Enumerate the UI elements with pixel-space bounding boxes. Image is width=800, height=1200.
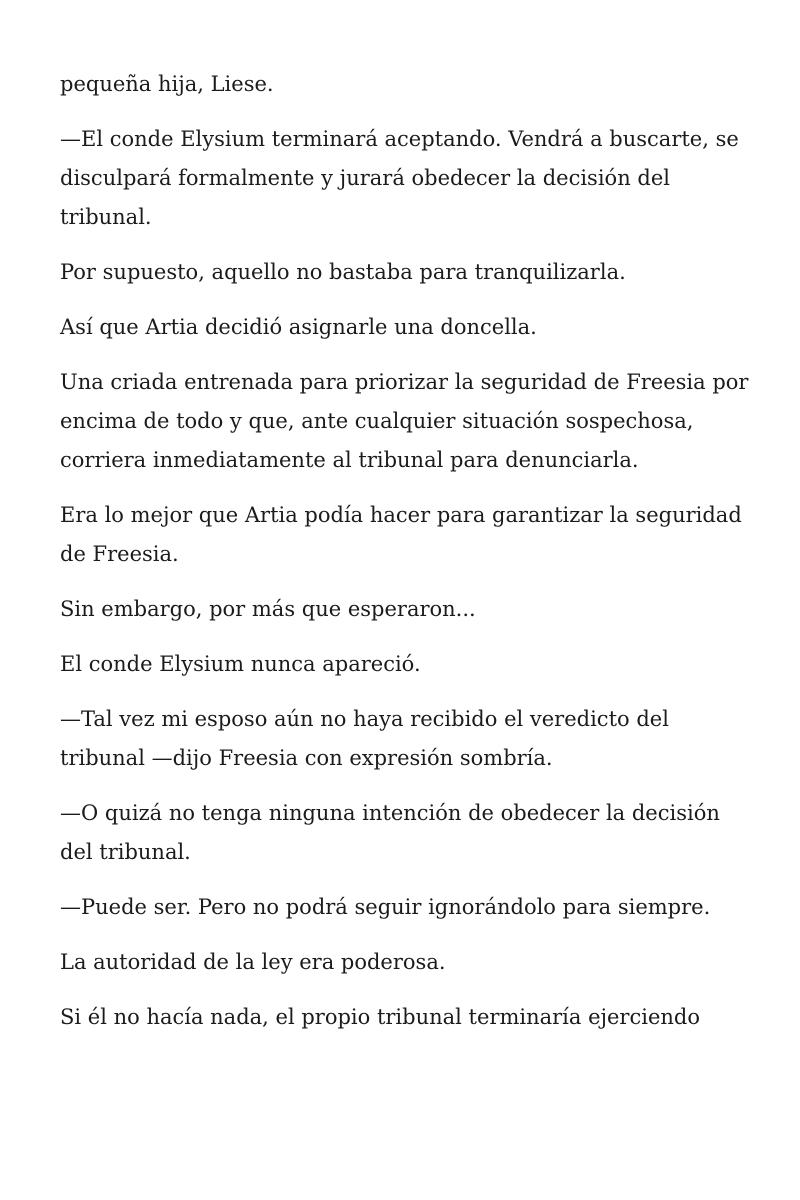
paragraph: —Puede ser. Pero no podrá seguir ignorándolo para siempre. <box>60 895 711 919</box>
paragraph: pequeña hija, Liese. <box>60 72 274 96</box>
paragraph: —Tal vez mi esposo aún no haya recibido el veredicto del tribunal —dijo Freesia con expresión sombría. <box>60 707 669 770</box>
paragraph: Así que Artia decidió asignarle una doncella. <box>60 315 537 339</box>
paragraph: Por supuesto, aquello no bastaba para tranquilizarla. <box>60 260 626 284</box>
paragraph: Una criada entrenada para priorizar la seguridad de Freesia por encima de todo y que, ante cualquier situación sospechosa, corriera inmediatamente al tribunal para denunciarla. <box>60 370 749 472</box>
paragraph: Si él no hacía nada, el propio tribunal terminaría ejerciendo <box>60 1005 700 1029</box>
paragraph: El conde Elysium nunca apareció. <box>60 652 421 676</box>
paragraph: —El conde Elysium terminará aceptando. Vendrá a buscarte, se disculpará formalmente y jurará obedecer la decisión del tribunal. <box>60 127 739 229</box>
paragraph: Era lo mejor que Artia podía hacer para garantizar la seguridad de Freesia. <box>60 503 742 566</box>
paragraph: —O quizá no tenga ninguna intención de obedecer la decisión del tribunal. <box>60 801 720 864</box>
reading-page <box>60 0 750 1053</box>
paragraph: La autoridad de la ley era poderosa. <box>60 950 446 974</box>
paragraph: Sin embargo, por más que esperaron... <box>60 597 476 621</box>
